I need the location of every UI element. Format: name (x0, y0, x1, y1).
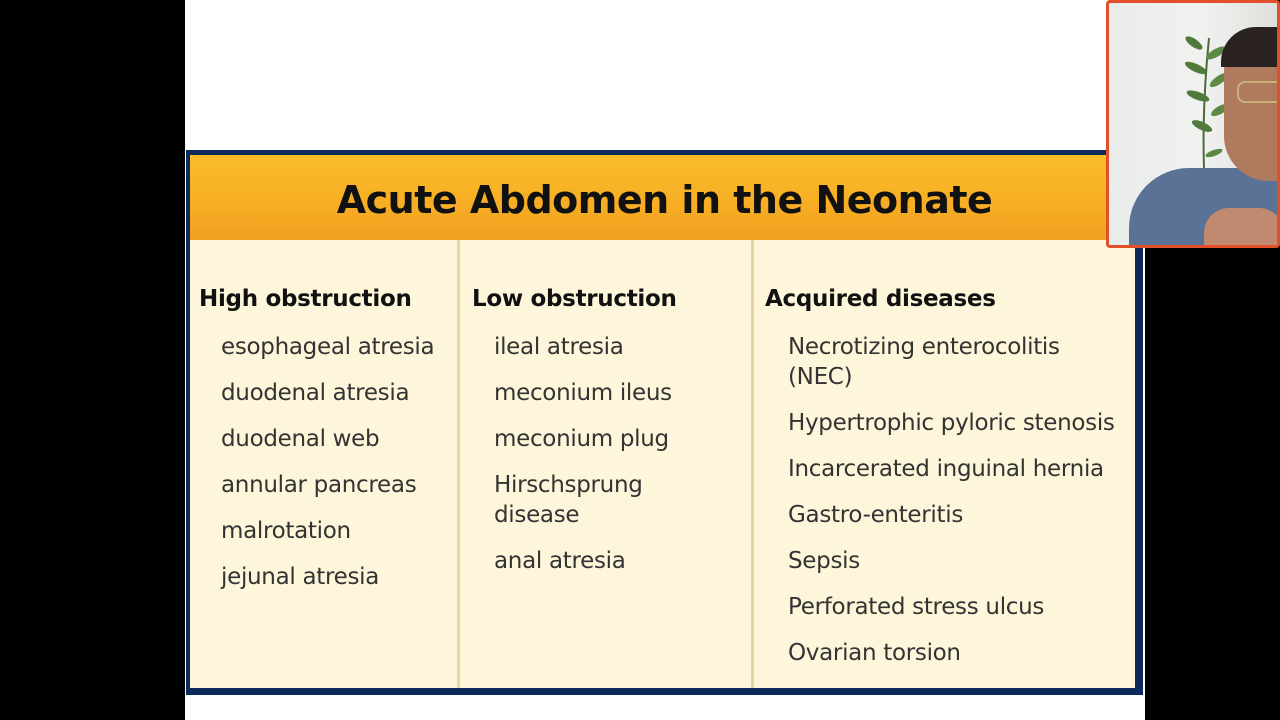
column-low-obstruction (460, 240, 754, 688)
list-item: meconium plug (494, 426, 669, 452)
slide-header (190, 155, 1139, 240)
list-item: Hirschsprung disease (494, 472, 643, 528)
list-item: Ovarian torsion (788, 640, 961, 666)
list-item: Perforated stress ulcus (788, 594, 1045, 620)
list-item: Gastro-enteritis (788, 502, 963, 528)
list-item: esophageal atresia (221, 334, 435, 360)
column-high-obstruction (190, 240, 460, 688)
slide-title: Acute Abdomen in the Neonate (336, 177, 993, 222)
presentation-slide (185, 0, 1145, 720)
list-item: malrotation (221, 518, 351, 544)
column-heading: High obstruction (199, 286, 412, 312)
slide-table-body (190, 240, 1135, 688)
list-item: anal atresia (494, 548, 626, 574)
column-acquired-diseases (754, 240, 1135, 688)
list-item: meconium ileus (494, 380, 672, 406)
list-item: jejunal atresia (221, 564, 380, 590)
list-item: duodenal atresia (221, 380, 410, 406)
list-item: Hypertrophic pyloric stenosis (788, 410, 1115, 436)
glasses-icon (1237, 81, 1280, 103)
list-item: annular pancreas (221, 472, 417, 498)
list-item: ileal atresia (494, 334, 624, 360)
list-item: duodenal web (221, 426, 380, 452)
column-heading: Low obstruction (472, 286, 677, 312)
presenter-hand (1204, 208, 1280, 248)
list-item: Sepsis (788, 548, 860, 574)
list-item: Necrotizing enterocolitis (NEC) (788, 334, 1060, 390)
presenter-webcam-overlay[interactable] (1106, 0, 1280, 248)
slide-table-frame (186, 150, 1143, 695)
list-item: Incarcerated inguinal hernia (788, 456, 1104, 482)
column-heading: Acquired diseases (765, 286, 996, 312)
